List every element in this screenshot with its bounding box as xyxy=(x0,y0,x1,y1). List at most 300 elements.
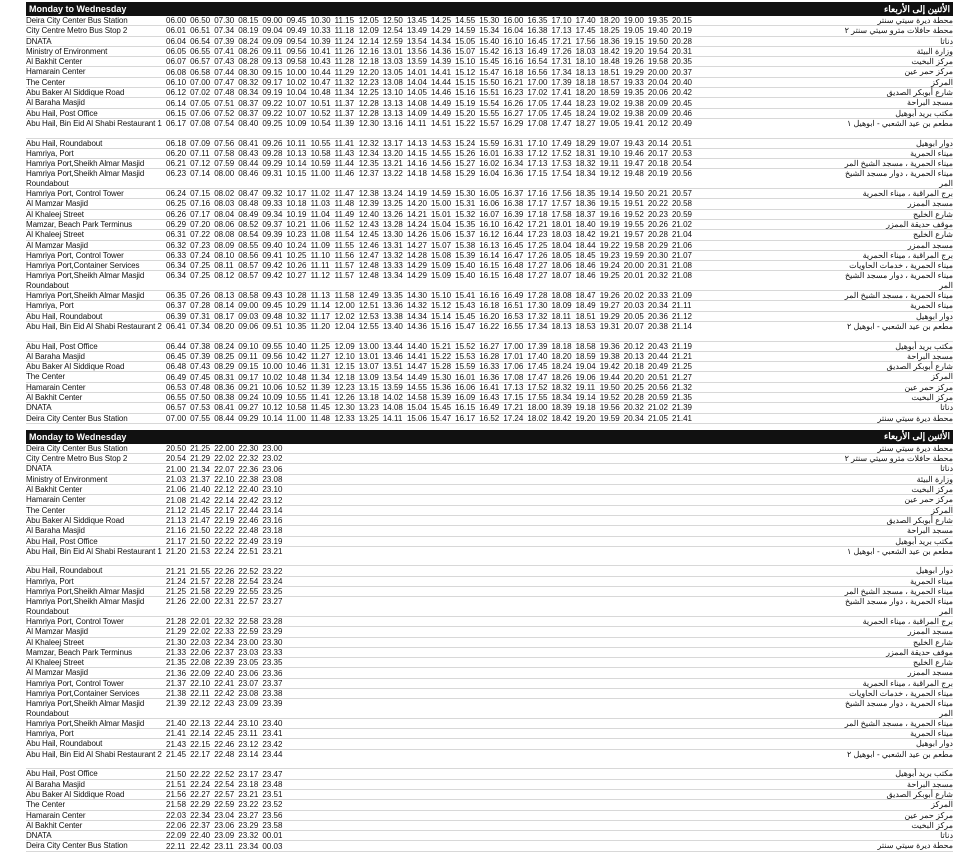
departure-time: 06.21 xyxy=(166,159,187,169)
departure-time: 07.48 xyxy=(214,88,235,98)
stop-times xyxy=(166,37,696,46)
departure-time: 09.42 xyxy=(262,271,283,281)
departure-time: 20.57 xyxy=(671,189,692,199)
departure-time: 15.12 xyxy=(455,67,476,77)
departure-time: 19.44 xyxy=(599,372,620,382)
departure-time: 06.29 xyxy=(166,220,187,230)
departure-time: 20.43 xyxy=(647,341,668,351)
stop-name-ar: دوار ابوهيل xyxy=(915,566,953,576)
table-row xyxy=(26,16,953,26)
departure-time: 16.14 xyxy=(479,250,500,260)
stop-name-en: Deira City Center Bus Station xyxy=(26,443,128,453)
departure-time: 17.41 xyxy=(551,88,572,98)
table-row xyxy=(26,342,953,352)
departure-time: 16.38 xyxy=(503,199,524,209)
departure-time: 19.05 xyxy=(599,118,620,128)
departure-time: 11.02 xyxy=(310,189,330,199)
stop-times xyxy=(166,526,286,535)
departure-time: 10.43 xyxy=(310,57,331,67)
departure-time: 09.27 xyxy=(238,403,259,413)
departure-time: 08.03 xyxy=(214,199,235,209)
departure-time: 17.28 xyxy=(527,291,548,301)
departure-time: 08.43 xyxy=(238,149,259,158)
departure-time: 23.11 xyxy=(214,841,234,851)
departure-time: 11.34 xyxy=(334,88,355,98)
departure-time: 21.21 xyxy=(166,566,187,576)
departure-time: 15.29 xyxy=(455,169,476,179)
stop-times xyxy=(166,99,696,108)
departure-time: 10.14 xyxy=(286,159,307,169)
departure-time: 09.32 xyxy=(262,189,283,199)
departure-time: 20.04 xyxy=(647,77,668,87)
departure-time: 07.28 xyxy=(190,301,211,311)
departure-time: 17.52 xyxy=(551,149,572,158)
departure-time: 11.46 xyxy=(334,169,355,179)
departure-time: 16.23 xyxy=(503,88,524,98)
departure-time: 07.45 xyxy=(190,372,211,382)
departure-time: 18.34 xyxy=(551,393,572,403)
departure-time: 21.37 xyxy=(190,474,211,484)
stop-name-en: Hamriya Port, Control Tower xyxy=(26,616,124,626)
departure-time: 22.22 xyxy=(190,769,211,779)
departure-time: 22.34 xyxy=(190,810,211,820)
departure-time: 20.17 xyxy=(647,149,668,158)
departure-time: 09.22 xyxy=(262,98,283,108)
stop-times xyxy=(166,271,696,280)
departure-time: 07.23 xyxy=(190,240,211,250)
departure-time: 08.47 xyxy=(238,189,259,199)
departure-time: 21.47 xyxy=(190,516,211,526)
departure-time: 22.57 xyxy=(238,597,259,607)
stop-times xyxy=(166,627,286,636)
departure-time: 15.05 xyxy=(455,36,476,46)
departure-time: 22.12 xyxy=(214,485,235,495)
departure-time: 17.00 xyxy=(503,341,524,351)
stop-name-ar: مسجد البراحة xyxy=(907,526,953,536)
departure-time: 22.01 xyxy=(190,617,211,627)
stop-name-en: Hamriya Port, Control Tower xyxy=(26,678,124,688)
departure-time: 18.25 xyxy=(599,26,620,36)
stop-times xyxy=(166,403,696,412)
departure-time: 13.40 xyxy=(382,321,403,331)
departure-time: 11.06 xyxy=(310,220,330,230)
stop-name-en: Deira City Center Bus Station xyxy=(26,16,128,25)
departure-time: 12.30 xyxy=(334,403,355,413)
departure-time: 07.20 xyxy=(190,220,211,230)
departure-time: 12.55 xyxy=(358,321,379,331)
departure-time: 06.20 xyxy=(166,149,187,158)
departure-time: 13.24 xyxy=(382,189,403,199)
departure-time: 08.49 xyxy=(238,209,259,219)
departure-time: 08.24 xyxy=(238,36,259,46)
departure-time: 08.54 xyxy=(238,230,259,240)
departure-time: 08.38 xyxy=(214,393,235,403)
departure-time: 17.21 xyxy=(551,36,572,46)
departure-time: 16.36 xyxy=(479,372,500,382)
departure-time: 19.36 xyxy=(599,341,620,351)
departure-time: 18.57 xyxy=(599,77,620,87)
departure-time: 11.03 xyxy=(310,199,330,209)
stop-times xyxy=(166,831,286,840)
departure-time: 10.12 xyxy=(262,403,283,413)
departure-time: 23.02 xyxy=(262,454,283,464)
departure-time: 17.01 xyxy=(503,351,524,361)
departure-time: 10.02 xyxy=(286,77,307,87)
departure-time: 16.18 xyxy=(479,301,500,311)
departure-time: 22.59 xyxy=(214,800,235,810)
departure-time: 23.07 xyxy=(238,678,259,688)
departure-time: 23.21 xyxy=(238,790,259,800)
departure-time: 17.31 xyxy=(551,57,572,67)
departure-time: 14.04 xyxy=(406,77,427,87)
departure-time: 12.10 xyxy=(334,351,355,361)
departure-time: 06.53 xyxy=(166,382,187,392)
departure-time: 11.39 xyxy=(334,118,355,128)
departure-time: 07.39 xyxy=(214,36,235,46)
stop-name-ar: المركز xyxy=(931,77,953,87)
table-row xyxy=(26,627,953,637)
table-row xyxy=(26,78,953,88)
stop-name-ar: مطعم بن عيد الشعبي - ابوهيل ٢ xyxy=(846,749,953,759)
departure-time: 22.54 xyxy=(214,779,235,789)
table-row xyxy=(26,189,953,199)
departure-time: 21.39 xyxy=(166,699,187,709)
departure-time: 20.06 xyxy=(647,88,668,98)
departure-time: 21.50 xyxy=(190,526,211,536)
timetable-rows xyxy=(26,444,953,852)
departure-time: 14.15 xyxy=(406,149,427,158)
departure-time: 08.37 xyxy=(238,108,259,118)
departure-time: 07.22 xyxy=(190,230,211,240)
departure-time: 14.09 xyxy=(406,108,427,118)
departure-time: 17.47 xyxy=(551,118,572,128)
stop-name-ar: شارع الخليج xyxy=(912,230,953,240)
departure-time: 13.46 xyxy=(382,351,403,361)
departure-time: 06.15 xyxy=(166,108,187,118)
stop-times xyxy=(166,68,696,77)
departure-time: 19.15 xyxy=(623,36,644,46)
departure-time: 21.35 xyxy=(671,393,692,403)
departure-time: 16.09 xyxy=(455,393,476,403)
stop-name-ar: دناتا xyxy=(940,403,953,413)
departure-time: 21.58 xyxy=(190,587,211,597)
stop-name-en: Hamriya Port,Container Services xyxy=(26,689,140,698)
departure-time: 20.54 xyxy=(671,159,692,169)
departure-time: 09.17 xyxy=(262,77,283,87)
stop-name-ar: ميناء الحمرية ، دوار مسجد الشيخ المر xyxy=(844,271,953,290)
departure-time: 19.20 xyxy=(623,47,644,57)
stop-times xyxy=(166,729,286,738)
departure-time: 23.56 xyxy=(262,810,283,820)
departure-time: 09.29 xyxy=(238,413,259,423)
table-row xyxy=(26,271,953,291)
departure-time: 22.06 xyxy=(166,821,187,830)
departure-time: 22.32 xyxy=(214,617,235,627)
departure-time: 21.43 xyxy=(166,739,187,749)
departure-time: 10.14 xyxy=(262,413,283,423)
departure-time: 23.10 xyxy=(262,485,283,495)
departure-time: 19.43 xyxy=(623,138,644,148)
departure-time: 15.15 xyxy=(455,77,476,87)
departure-time: 16.36 xyxy=(503,169,524,179)
departure-time: 22.52 xyxy=(238,566,259,576)
stop-name-en: The Center xyxy=(26,372,66,382)
section-header-ar: الأثنين إلى الأربعاء xyxy=(884,431,950,442)
stop-times xyxy=(166,373,696,382)
stop-name-ar: ميناء الحمرية ، مسجد الشيخ المر xyxy=(844,718,953,728)
departure-time: 09.24 xyxy=(238,393,259,403)
departure-time: 22.32 xyxy=(238,454,259,464)
departure-time: 22.09 xyxy=(190,668,211,678)
departure-time: 21.33 xyxy=(166,647,187,657)
departure-time: 11.32 xyxy=(334,77,355,87)
departure-time: 06.49 xyxy=(166,372,187,382)
departure-time: 23.12 xyxy=(238,739,259,749)
departure-time: 16.13 xyxy=(479,240,500,250)
departure-time: 06.55 xyxy=(166,393,187,403)
stop-times xyxy=(166,210,696,219)
departure-time: 07.08 xyxy=(190,118,211,128)
departure-time: 17.57 xyxy=(551,199,572,209)
departure-time: 08.40 xyxy=(238,118,259,128)
departure-time: 10.00 xyxy=(262,362,283,372)
departure-time: 11.29 xyxy=(334,67,355,77)
departure-time: 16.37 xyxy=(503,189,524,199)
stop-name-ar: محطة ديرة سيتي سنتر xyxy=(877,443,953,453)
departure-time: 21.56 xyxy=(166,790,187,800)
departure-time: 18.51 xyxy=(599,67,620,77)
departure-time: 17.02 xyxy=(527,88,548,98)
departure-time: 06.26 xyxy=(166,209,187,219)
departure-time: 07.06 xyxy=(190,108,211,118)
departure-time: 16.21 xyxy=(503,77,524,87)
stop-name-en: Abu Hail, Roundabout xyxy=(26,138,103,148)
departure-time: 23.09 xyxy=(214,831,235,841)
departure-time: 20.31 xyxy=(671,47,692,57)
departure-time: 11.08 xyxy=(310,230,330,240)
departure-time: 16.44 xyxy=(503,230,524,240)
table-row xyxy=(26,261,953,271)
stop-times xyxy=(166,811,286,820)
stop-times xyxy=(166,393,696,402)
departure-time: 08.10 xyxy=(214,250,235,260)
departure-time: 21.39 xyxy=(671,403,692,413)
departure-time: 16.00 xyxy=(503,16,524,26)
table-row xyxy=(26,790,953,800)
departure-time: 13.01 xyxy=(358,351,379,361)
departure-time: 15.55 xyxy=(479,108,500,118)
departure-time: 08.55 xyxy=(238,240,259,250)
departure-time: 21.04 xyxy=(671,230,692,240)
departure-time: 11.25 xyxy=(310,341,330,351)
departure-time: 11.09 xyxy=(310,240,330,250)
stop-name-en: Abu Hail, Post Office xyxy=(26,536,98,546)
departure-time: 20.49 xyxy=(671,118,692,128)
departure-time: 20.51 xyxy=(647,372,668,382)
departure-time: 22.08 xyxy=(190,658,211,668)
departure-time: 08.15 xyxy=(238,16,259,26)
departure-time: 06.00 xyxy=(166,16,187,26)
stop-name-ar: مركز حمر عين xyxy=(904,495,953,505)
departure-time: 20.51 xyxy=(671,138,692,148)
stop-times xyxy=(166,780,286,789)
departure-time: 19.33 xyxy=(623,77,644,87)
departure-time: 17.32 xyxy=(527,311,548,321)
departure-time: 18.18 xyxy=(575,77,596,87)
table-row xyxy=(26,769,953,779)
departure-time: 15.40 xyxy=(479,36,500,46)
departure-time: 22.58 xyxy=(238,617,259,627)
stop-name-ar: مركز البخيت xyxy=(911,57,953,67)
departure-time: 15.09 xyxy=(431,271,452,281)
stop-times xyxy=(166,414,696,423)
departure-time: 09.48 xyxy=(262,311,283,321)
departure-time: 14.49 xyxy=(406,372,427,382)
departure-time: 14.20 xyxy=(406,199,427,209)
departure-time: 14.46 xyxy=(431,88,452,98)
departure-time: 21.45 xyxy=(166,749,187,759)
table-row xyxy=(26,47,953,57)
departure-time: 10.48 xyxy=(286,372,307,382)
departure-time: 07.02 xyxy=(190,88,211,98)
departure-time: 15.37 xyxy=(455,230,476,240)
departure-time: 23.03 xyxy=(238,647,259,657)
stop-name-en: Abu Hail, Bin Eid Al Shabi Restaurant 2 xyxy=(26,749,162,759)
departure-time: 12.34 xyxy=(358,149,379,158)
departure-time: 15.59 xyxy=(455,362,476,372)
departure-time: 22.17 xyxy=(214,505,235,515)
departure-time: 19.02 xyxy=(599,98,620,108)
departure-time: 09.29 xyxy=(262,159,283,169)
departure-time: 19.58 xyxy=(623,240,644,250)
departure-time: 06.33 xyxy=(166,250,187,260)
departure-time: 13.35 xyxy=(382,291,403,301)
departure-time: 13.59 xyxy=(382,382,403,392)
stop-name-ar: شارع أبوبكر الصديق xyxy=(886,789,953,799)
departure-time: 22.13 xyxy=(190,719,211,729)
departure-time: 14.55 xyxy=(431,149,452,158)
departure-time: 19.24 xyxy=(599,261,620,271)
departure-time: 15.45 xyxy=(479,57,500,67)
departure-time: 19.20 xyxy=(575,413,596,423)
departure-time: 15.19 xyxy=(455,98,476,108)
stop-name-en: Al Khaleej Street xyxy=(26,658,84,668)
departure-time: 11.57 xyxy=(334,261,355,271)
departure-time: 15.41 xyxy=(455,291,476,301)
departure-time: 12.25 xyxy=(358,88,379,98)
departure-time: 17.08 xyxy=(527,118,548,128)
departure-time: 11.54 xyxy=(334,230,355,240)
departure-time: 10.23 xyxy=(286,230,307,240)
departure-time: 16.10 xyxy=(479,220,500,230)
stop-name-en: Hamriya, Port xyxy=(26,729,74,739)
departure-time: 13.15 xyxy=(358,382,379,392)
departure-time: 22.03 xyxy=(166,810,187,820)
departure-time: 10.46 xyxy=(286,362,307,372)
departure-time: 15.04 xyxy=(406,403,427,413)
departure-time: 13.08 xyxy=(382,77,403,87)
departure-time: 21.09 xyxy=(671,291,692,301)
departure-time: 12.23 xyxy=(334,382,355,392)
stop-name-en: The Center xyxy=(26,800,66,810)
table-row xyxy=(26,159,953,169)
departure-time: 22.59 xyxy=(238,627,259,637)
departure-time: 15.10 xyxy=(431,291,452,301)
table-row xyxy=(26,638,953,648)
departure-time: 10.58 xyxy=(310,149,331,158)
departure-time: 12.50 xyxy=(382,16,403,26)
departure-time: 23.42 xyxy=(262,739,283,749)
departure-time: 08.56 xyxy=(238,250,259,260)
table-row xyxy=(26,780,953,790)
departure-time: 20.20 xyxy=(623,372,644,382)
departure-time: 08.57 xyxy=(238,271,259,281)
departure-time: 22.37 xyxy=(214,647,235,657)
departure-time: 22.34 xyxy=(214,637,235,647)
departure-time: 15.38 xyxy=(455,240,476,250)
departure-time: 16.22 xyxy=(479,321,500,331)
departure-time: 13.36 xyxy=(382,301,403,311)
table-row xyxy=(26,577,953,587)
table-row xyxy=(26,372,953,382)
departure-time: 18.36 xyxy=(599,36,620,46)
departure-time: 20.09 xyxy=(647,98,668,108)
departure-time: 15.07 xyxy=(455,47,476,57)
departure-time: 19.55 xyxy=(623,220,644,230)
departure-time: 16.49 xyxy=(527,47,548,57)
departure-time: 07.47 xyxy=(214,77,235,87)
departure-time: 08.25 xyxy=(214,351,235,361)
departure-time: 19.12 xyxy=(599,169,620,179)
departure-time: 10.27 xyxy=(286,271,307,281)
departure-time: 10.21 xyxy=(286,220,307,230)
departure-time: 22.14 xyxy=(190,729,211,739)
departure-time: 23.51 xyxy=(262,790,283,800)
departure-time: 15.30 xyxy=(479,16,500,26)
departure-time: 18.37 xyxy=(575,209,596,219)
stop-name-ar: دوار ابوهيل xyxy=(915,739,953,749)
departure-time: 13.25 xyxy=(382,199,403,209)
departure-time: 16.06 xyxy=(455,382,476,392)
departure-time: 19.25 xyxy=(599,271,620,281)
departure-time: 20.40 xyxy=(671,77,692,87)
stop-name-ar: مطعم بن عيد الشعبي - ابوهيل ٢ xyxy=(846,321,953,331)
departure-time: 21.34 xyxy=(190,464,211,474)
departure-time: 16.27 xyxy=(503,108,524,118)
departure-time: 20.31 xyxy=(647,261,668,271)
departure-time: 16.15 xyxy=(479,271,500,281)
departure-time: 15.06 xyxy=(431,230,452,240)
departure-time: 10.04 xyxy=(286,88,307,98)
departure-time: 23.12 xyxy=(262,495,283,505)
departure-time: 21.30 xyxy=(166,637,187,647)
departure-time: 18.09 xyxy=(551,301,572,311)
departure-time: 09.33 xyxy=(262,199,283,209)
stop-name-ar: ميناء الحمرية ، مسجد الشيخ المر xyxy=(844,587,953,597)
departure-time: 15.51 xyxy=(479,88,500,98)
stop-name-ar: مسجد البراحة xyxy=(907,98,953,108)
departure-time: 21.24 xyxy=(166,576,187,586)
departure-time: 08.26 xyxy=(238,47,259,57)
departure-time: 07.38 xyxy=(190,341,211,351)
departure-time: 12.30 xyxy=(358,118,379,128)
departure-time: 21.38 xyxy=(166,689,187,699)
departure-time: 20.58 xyxy=(671,199,692,209)
departure-time: 17.10 xyxy=(527,138,548,148)
table-row xyxy=(26,547,953,567)
departure-time: 14.55 xyxy=(406,382,427,392)
departure-time: 22.48 xyxy=(214,749,235,759)
